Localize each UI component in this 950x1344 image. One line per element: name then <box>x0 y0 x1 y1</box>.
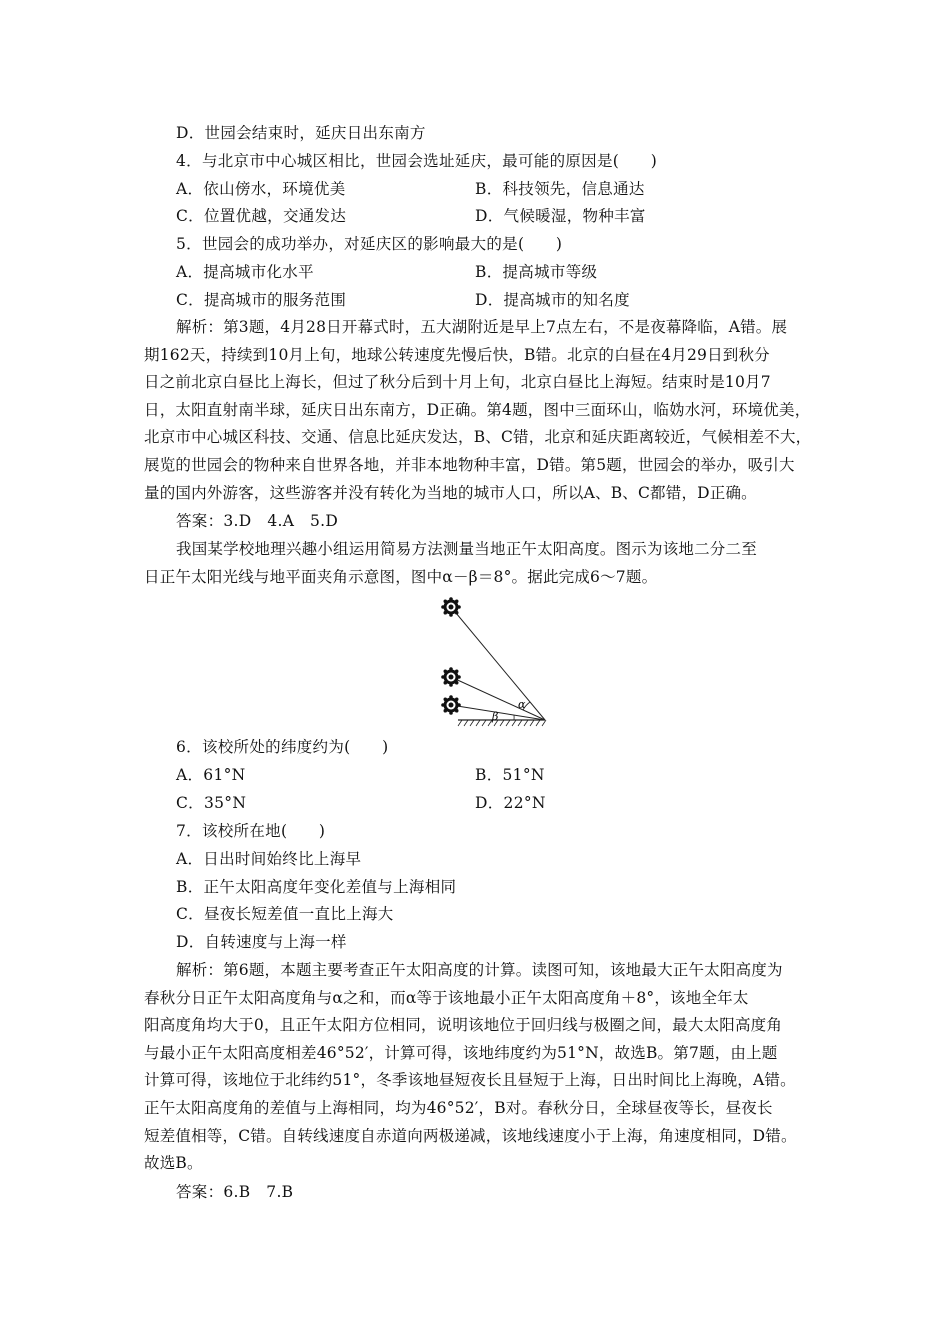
q5-option-d: D．提高城市的知名度 <box>475 291 630 309</box>
analysis-line: 故选B。 <box>144 1154 203 1173</box>
q4-option-b: B．科技领先，信息通达 <box>475 180 645 198</box>
q6-option-a: A．61°N <box>176 766 246 784</box>
intro-line: 日正午太阳光线与地平面夹角示意图，图中α－β＝8°。据此完成6～7题。 <box>144 567 658 586</box>
analysis-line: 正午太阳高度角的差值与上海相同，均为46°52′，B对。春秋分日，全球昼夜等长，昼夜长 <box>144 1098 773 1117</box>
q7-option-d: D．自转速度与上海一样 <box>176 933 347 951</box>
intro-line: 我国某学校地理兴趣小组运用简易方法测量当地正午太阳高度。图示为该地二分二至 <box>176 540 757 558</box>
answer-q3-5: 答案：3.D 4.A 5.D <box>176 512 339 530</box>
q6-stem: 6．该校所处的纬度约为( ) <box>176 738 389 756</box>
q6-option-b: B．51°N <box>475 766 545 784</box>
sun-icon <box>441 667 461 687</box>
q5-stem: 5．世园会的成功举办，对延庆区的影响最大的是( ) <box>176 235 563 253</box>
analysis-line: 短差值相等，C错。自转线速度自赤道向两极递减，该地线速度小于上海，角速度相同，D错。 <box>144 1126 797 1145</box>
sun-icon <box>441 695 461 715</box>
ground-hatching <box>458 720 546 726</box>
q6-option-d: D．22°N <box>475 794 546 812</box>
analysis-line: 计算可得，该地位于北纬约51°，冬季该地昼短夜长且昼短于上海，日出时间比上海晚，A错。 <box>144 1071 796 1090</box>
q6-option-c: C．35°N <box>176 794 247 812</box>
q7-option-a: A．日出时间始终比上海早 <box>176 850 362 868</box>
analysis-line: 日之前北京白昼比上海长，但过了秋分后到十月上旬，北京白昼比上海短。结束时是10月7 <box>144 373 771 392</box>
analysis-line: 北京市中心城区科技、交通、信息比延庆发达，B、C错，北京和延庆距离较近，气候相差不大， <box>144 428 812 447</box>
q4-option-a: A．依山傍水，环境优美 <box>176 180 346 198</box>
analysis-line: 期162天，持续到10月上旬，地球公转速度先慢后快，B错。北京的白昼在4月29日到秋分 <box>144 345 770 364</box>
analysis-line: 日，太阳直射南半球，延庆日出东南方，D正确。第4题，图中三面环山，临妫水河，环境优美， <box>144 400 811 419</box>
analysis-line: 展览的世园会的物种来自世界各地，并非本地物种丰富，D错。第5题，世园会的举办，吸引大 <box>144 455 795 474</box>
q5-option-c: C．提高城市的服务范围 <box>176 291 347 309</box>
q7-option-b: B．正午太阳高度年变化差值与上海相同 <box>176 878 457 896</box>
q5-option-a: A．提高城市化水平 <box>176 263 314 281</box>
analysis-line: 解析：第3题，4月28日开幕式时，五大湖附近是早上7点左右，不是夜幕降临，A错。展 <box>176 318 788 336</box>
analysis-line: 阳高度角均大于0，且正午太阳方位相同，说明该地位于回归线与极圈之间，最大太阳高度角 <box>144 1016 783 1035</box>
q4-option-c: C．位置优越，交通发达 <box>176 207 347 225</box>
analysis-q6-7 <box>144 960 797 1181</box>
analysis-line: 春秋分日正午太阳高度角与α之和，而α等于该地最小正午太阳高度角＋8°，该地全年太 <box>144 988 749 1007</box>
beta-label: β <box>492 710 499 723</box>
analysis-line: 解析：第6题，本题主要考查正午太阳高度的计算。读图可知，该地最大正午太阳高度为 <box>176 961 783 979</box>
sun-ray-high <box>451 607 545 720</box>
answer-q6-7: 答案：6.B 7.B <box>176 1183 294 1201</box>
analysis-line: 与最小正午太阳高度相差46°52′，计算可得，该地纬度约为51°N，故选B。第7题，由上题 <box>144 1043 778 1062</box>
alpha-label: α <box>518 698 526 711</box>
q5-option-b: B．提高城市等级 <box>475 263 598 281</box>
q4-option-d: D．气候暖湿，物种丰富 <box>475 207 646 225</box>
q3-option-d: D．世园会结束时，延庆日出东南方 <box>176 124 426 142</box>
sun-icon <box>441 597 461 617</box>
q4-stem: 4．与北京市中心城区相比，世园会选址延庆，最可能的原因是( ) <box>176 152 658 170</box>
intro-q6-7 <box>144 539 796 594</box>
analysis-q3-5 <box>144 317 812 510</box>
q7-stem: 7．该校所在地( ) <box>176 822 326 840</box>
analysis-line: 量的国内外游客，这些游客并没有转化为当地的城市人口，所以A、B、C都错，D正确。 <box>144 483 757 502</box>
sun-angle-figure <box>430 590 560 735</box>
q7-option-c: C．昼夜长短差值一直比上海大 <box>176 905 394 923</box>
